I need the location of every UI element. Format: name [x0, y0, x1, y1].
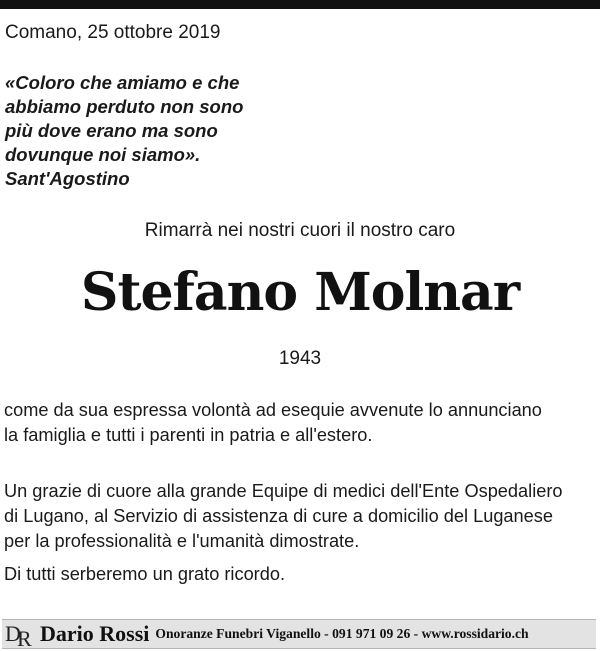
paragraph-line: come da sua espressa volontà ad esequie avvenute lo annunciano	[4, 400, 542, 420]
closing-paragraph	[4, 562, 596, 587]
paragraph-line: per la professionalità e l'umanità dimostrate.	[4, 531, 360, 551]
quote-line: dovunque noi siamo».	[5, 144, 201, 165]
paragraph-line: di Lugano, al Servizio di assistenza di cure a domicilio del Luganese	[4, 506, 553, 526]
birth-year: 1943	[278, 348, 322, 369]
place-date: Comano, 25 ottobre 2019	[5, 22, 221, 43]
logo-letter: R	[17, 626, 32, 647]
top-border-bar	[0, 0, 600, 9]
contact-info: Onoranze Funebri Viganello - 091 971 09 26 - www.rossidario.ch	[155, 626, 529, 641]
logo-letter: D	[5, 621, 21, 646]
quote-line: più dove erano ma sono	[5, 120, 218, 141]
thanks-paragraph	[4, 479, 596, 554]
funeral-home-footer	[2, 619, 596, 649]
paragraph-line: la famiglia e tutti i parenti in patria e all'estero.	[4, 425, 373, 445]
dr-logo-icon	[4, 621, 38, 647]
quote-block	[5, 71, 305, 191]
quote-line: abbiamo perduto non sono	[5, 96, 244, 117]
deceased-name: Stefano Molnar	[80, 262, 520, 323]
brand-name: Dario Rossi	[40, 621, 150, 646]
paragraph-line: Un grazie di cuore alla grande Equipe di medici dell'Ente Ospedaliero	[4, 481, 563, 501]
quote-line: «Coloro che amiamo e che	[5, 72, 240, 93]
announcement-paragraph	[4, 398, 596, 448]
paragraph-line: Di tutti serberemo un grato ricordo.	[4, 564, 286, 584]
quote-author: Sant'Agostino	[5, 168, 130, 189]
intro-text: Rimarrà nei nostri cuori il nostro caro	[144, 220, 456, 241]
